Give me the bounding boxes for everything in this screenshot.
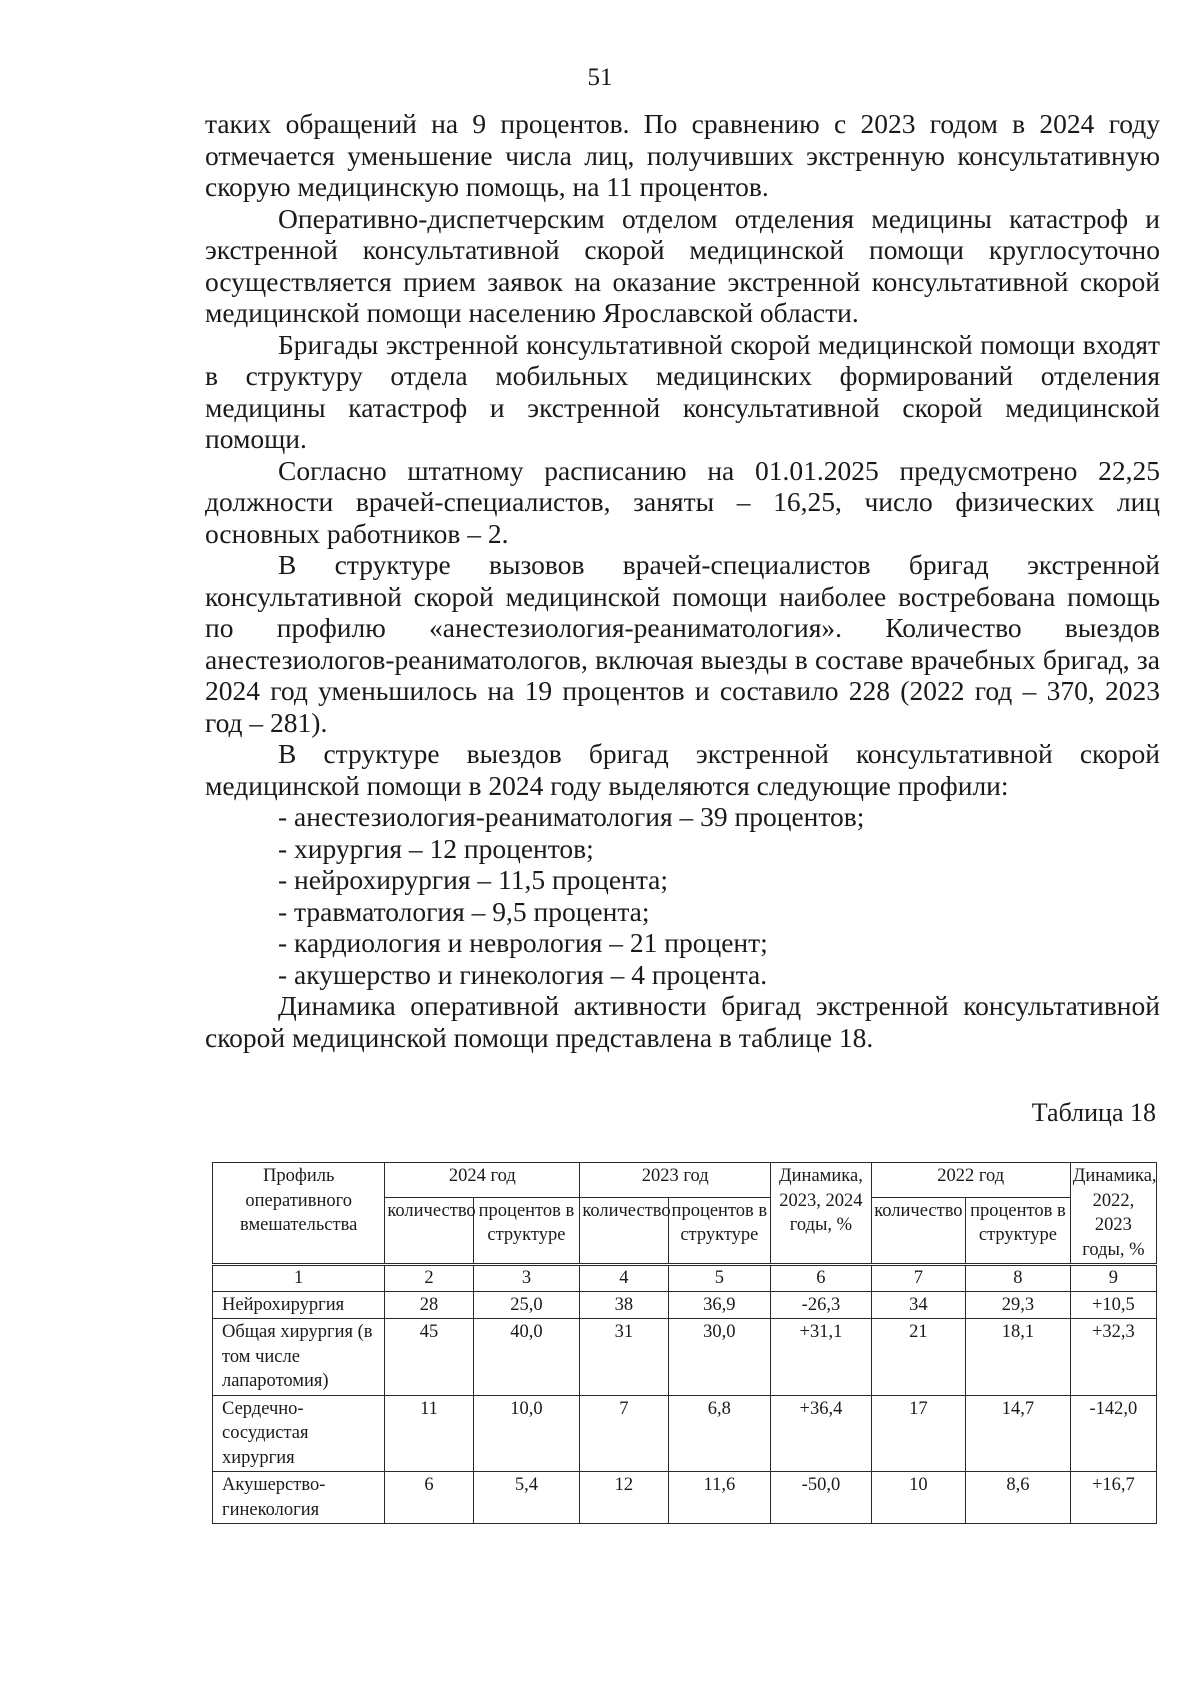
column-number-row — [213, 1265, 1157, 1292]
header-year-2024: 2024 год — [385, 1163, 580, 1198]
row-count-2023: 31 — [580, 1319, 668, 1396]
row-count-2024: 11 — [385, 1395, 473, 1472]
list-item: - кардиология и неврология – 21 процент; — [278, 927, 768, 958]
paragraph-3: Бригады экстренной консультативной скорой медицинской помощи входят в структуру отдела мобильных медицинских формирований отделения медицины катастроф и экстренной консультативной скорой медицинской помощи. — [205, 328, 1160, 454]
row-count-2024: 28 — [385, 1291, 473, 1319]
row-percent-2023: 11,6 — [668, 1472, 771, 1524]
profile-list — [205, 801, 1160, 990]
row-count-2022: 34 — [871, 1291, 965, 1319]
row-dynamics-2023-2024: +31,1 — [771, 1319, 872, 1396]
row-count-2024: 45 — [385, 1319, 473, 1396]
row-percent-2024: 40,0 — [473, 1319, 580, 1396]
dynamics-table — [212, 1162, 1157, 1524]
row-percent-2023: 30,0 — [668, 1319, 771, 1396]
row-percent-2023: 36,9 — [668, 1291, 771, 1319]
row-percent-2022: 29,3 — [966, 1291, 1071, 1319]
row-dynamics-2023-2024: -50,0 — [771, 1472, 872, 1524]
row-count-2023: 7 — [580, 1395, 668, 1472]
header-percent-2022: процентов в структуре — [966, 1197, 1071, 1264]
row-percent-2022: 14,7 — [966, 1395, 1071, 1472]
header-profile: Профиль оперативного вмешательства — [213, 1163, 385, 1265]
header-year-2023: 2023 год — [580, 1163, 771, 1198]
row-percent-2022: 18,1 — [966, 1319, 1071, 1396]
table-row — [213, 1395, 1157, 1472]
header-dynamics-2023-2024: Динамика, 2023, 2024 годы, % — [771, 1163, 872, 1265]
table-row — [213, 1472, 1157, 1524]
row-count-2022: 10 — [871, 1472, 965, 1524]
closing-paragraph: Динамика оперативной активности бригад экстренной консультативной скорой медицинской помощи представлена в таблице 18. — [205, 990, 1160, 1053]
column-number: 8 — [966, 1265, 1071, 1292]
row-percent-2024: 5,4 — [473, 1472, 580, 1524]
header-percent-2023: процентов в структуре — [668, 1197, 771, 1264]
column-number: 5 — [668, 1265, 771, 1292]
row-dynamics-2022-2023: +10,5 — [1070, 1291, 1156, 1319]
row-percent-2022: 8,6 — [966, 1472, 1071, 1524]
header-year-2022: 2022 год — [871, 1163, 1070, 1198]
row-percent-2024: 10,0 — [473, 1395, 580, 1472]
paragraph-4: Согласно штатному расписанию на 01.01.2025 предусмотрено 22,25 должности врачей-специалистов, заняты – 16,25, число физических лиц основных работников – 2. — [205, 454, 1160, 549]
list-item: - анестезиология-реаниматология – 39 процентов; — [278, 801, 865, 832]
row-profile: Нейрохирургия — [213, 1291, 385, 1319]
header-percent-2024: процентов в структуре — [473, 1197, 580, 1264]
column-number: 3 — [473, 1265, 580, 1292]
table-caption: Таблица 18 — [1031, 1098, 1156, 1127]
column-number: 2 — [385, 1265, 473, 1292]
column-number: 9 — [1070, 1265, 1156, 1292]
list-item: - нейрохирургия – 11,5 процента; — [278, 864, 669, 895]
row-count-2023: 38 — [580, 1291, 668, 1319]
body-text — [205, 108, 1160, 1053]
column-number: 1 — [213, 1265, 385, 1292]
paragraph-2: Оперативно-диспетчерским отделом отделения медицины катастроф и экстренной консультативной скорой медицинской помощи круглосуточно осуществляется прием заявок на оказание экстренной консультативной скорой медицинской помощи населению Ярославской области. — [205, 202, 1160, 328]
header-count-2022: количество — [871, 1197, 965, 1264]
column-number: 6 — [771, 1265, 872, 1292]
header-count-2023: количество — [580, 1197, 668, 1264]
row-dynamics-2022-2023: +16,7 — [1070, 1472, 1156, 1524]
row-dynamics-2022-2023: +32,3 — [1070, 1319, 1156, 1396]
row-profile: Акушерство-гинекология — [213, 1472, 385, 1524]
row-dynamics-2023-2024: -26,3 — [771, 1291, 872, 1319]
table-row — [213, 1291, 1157, 1319]
row-count-2022: 21 — [871, 1319, 965, 1396]
paragraph-1: таких обращений на 9 процентов. По сравнению с 2023 годом в 2024 году отмечается уменьшение числа лиц, получивших экстренную консультативную скорую медицинскую помощь, на 11 процентов. — [205, 108, 1160, 202]
row-dynamics-2022-2023: -142,0 — [1070, 1395, 1156, 1472]
row-profile: Сердечно-сосудистая хирургия — [213, 1395, 385, 1472]
row-percent-2023: 6,8 — [668, 1395, 771, 1472]
list-item: - акушерство и гинекология – 4 процента. — [278, 958, 768, 990]
paragraph-5: В структуре вызовов врачей-специалистов бригад экстренной консультативной скорой медицинской помощи наиболее востребована помощь по профилю «анестезиология-реаниматология». Количество выездов анестезиологов-реаниматологов, включая выезды в составе врачебных бригад, за 2024 год уменьшилось на 19 процентов и составило 228 (2022 год – 370, 2023 год – 281). — [205, 549, 1160, 738]
column-number: 7 — [871, 1265, 965, 1292]
row-count-2023: 12 — [580, 1472, 668, 1524]
table-row — [213, 1319, 1157, 1396]
row-dynamics-2023-2024: +36,4 — [771, 1395, 872, 1472]
header-count-2024: количество — [385, 1197, 473, 1264]
row-profile: Общая хирургия (в том числе лапаротомия) — [213, 1319, 385, 1396]
row-count-2022: 17 — [871, 1395, 965, 1472]
row-percent-2024: 25,0 — [473, 1291, 580, 1319]
header-dynamics-2022-2023: Динамика, 2022, 2023 годы, % — [1070, 1163, 1156, 1265]
row-count-2024: 6 — [385, 1472, 473, 1524]
column-number: 4 — [580, 1265, 668, 1292]
list-item: - травматология – 9,5 процента; — [278, 895, 650, 927]
paragraph-6: В структуре выездов бригад экстренной консультативной скорой медицинской помощи в 2024 году выделяются следующие профили: — [205, 738, 1160, 801]
list-item: - хирургия – 12 процентов; — [278, 832, 594, 864]
page-number: 51 — [587, 64, 613, 91]
header-row — [213, 1163, 1157, 1198]
